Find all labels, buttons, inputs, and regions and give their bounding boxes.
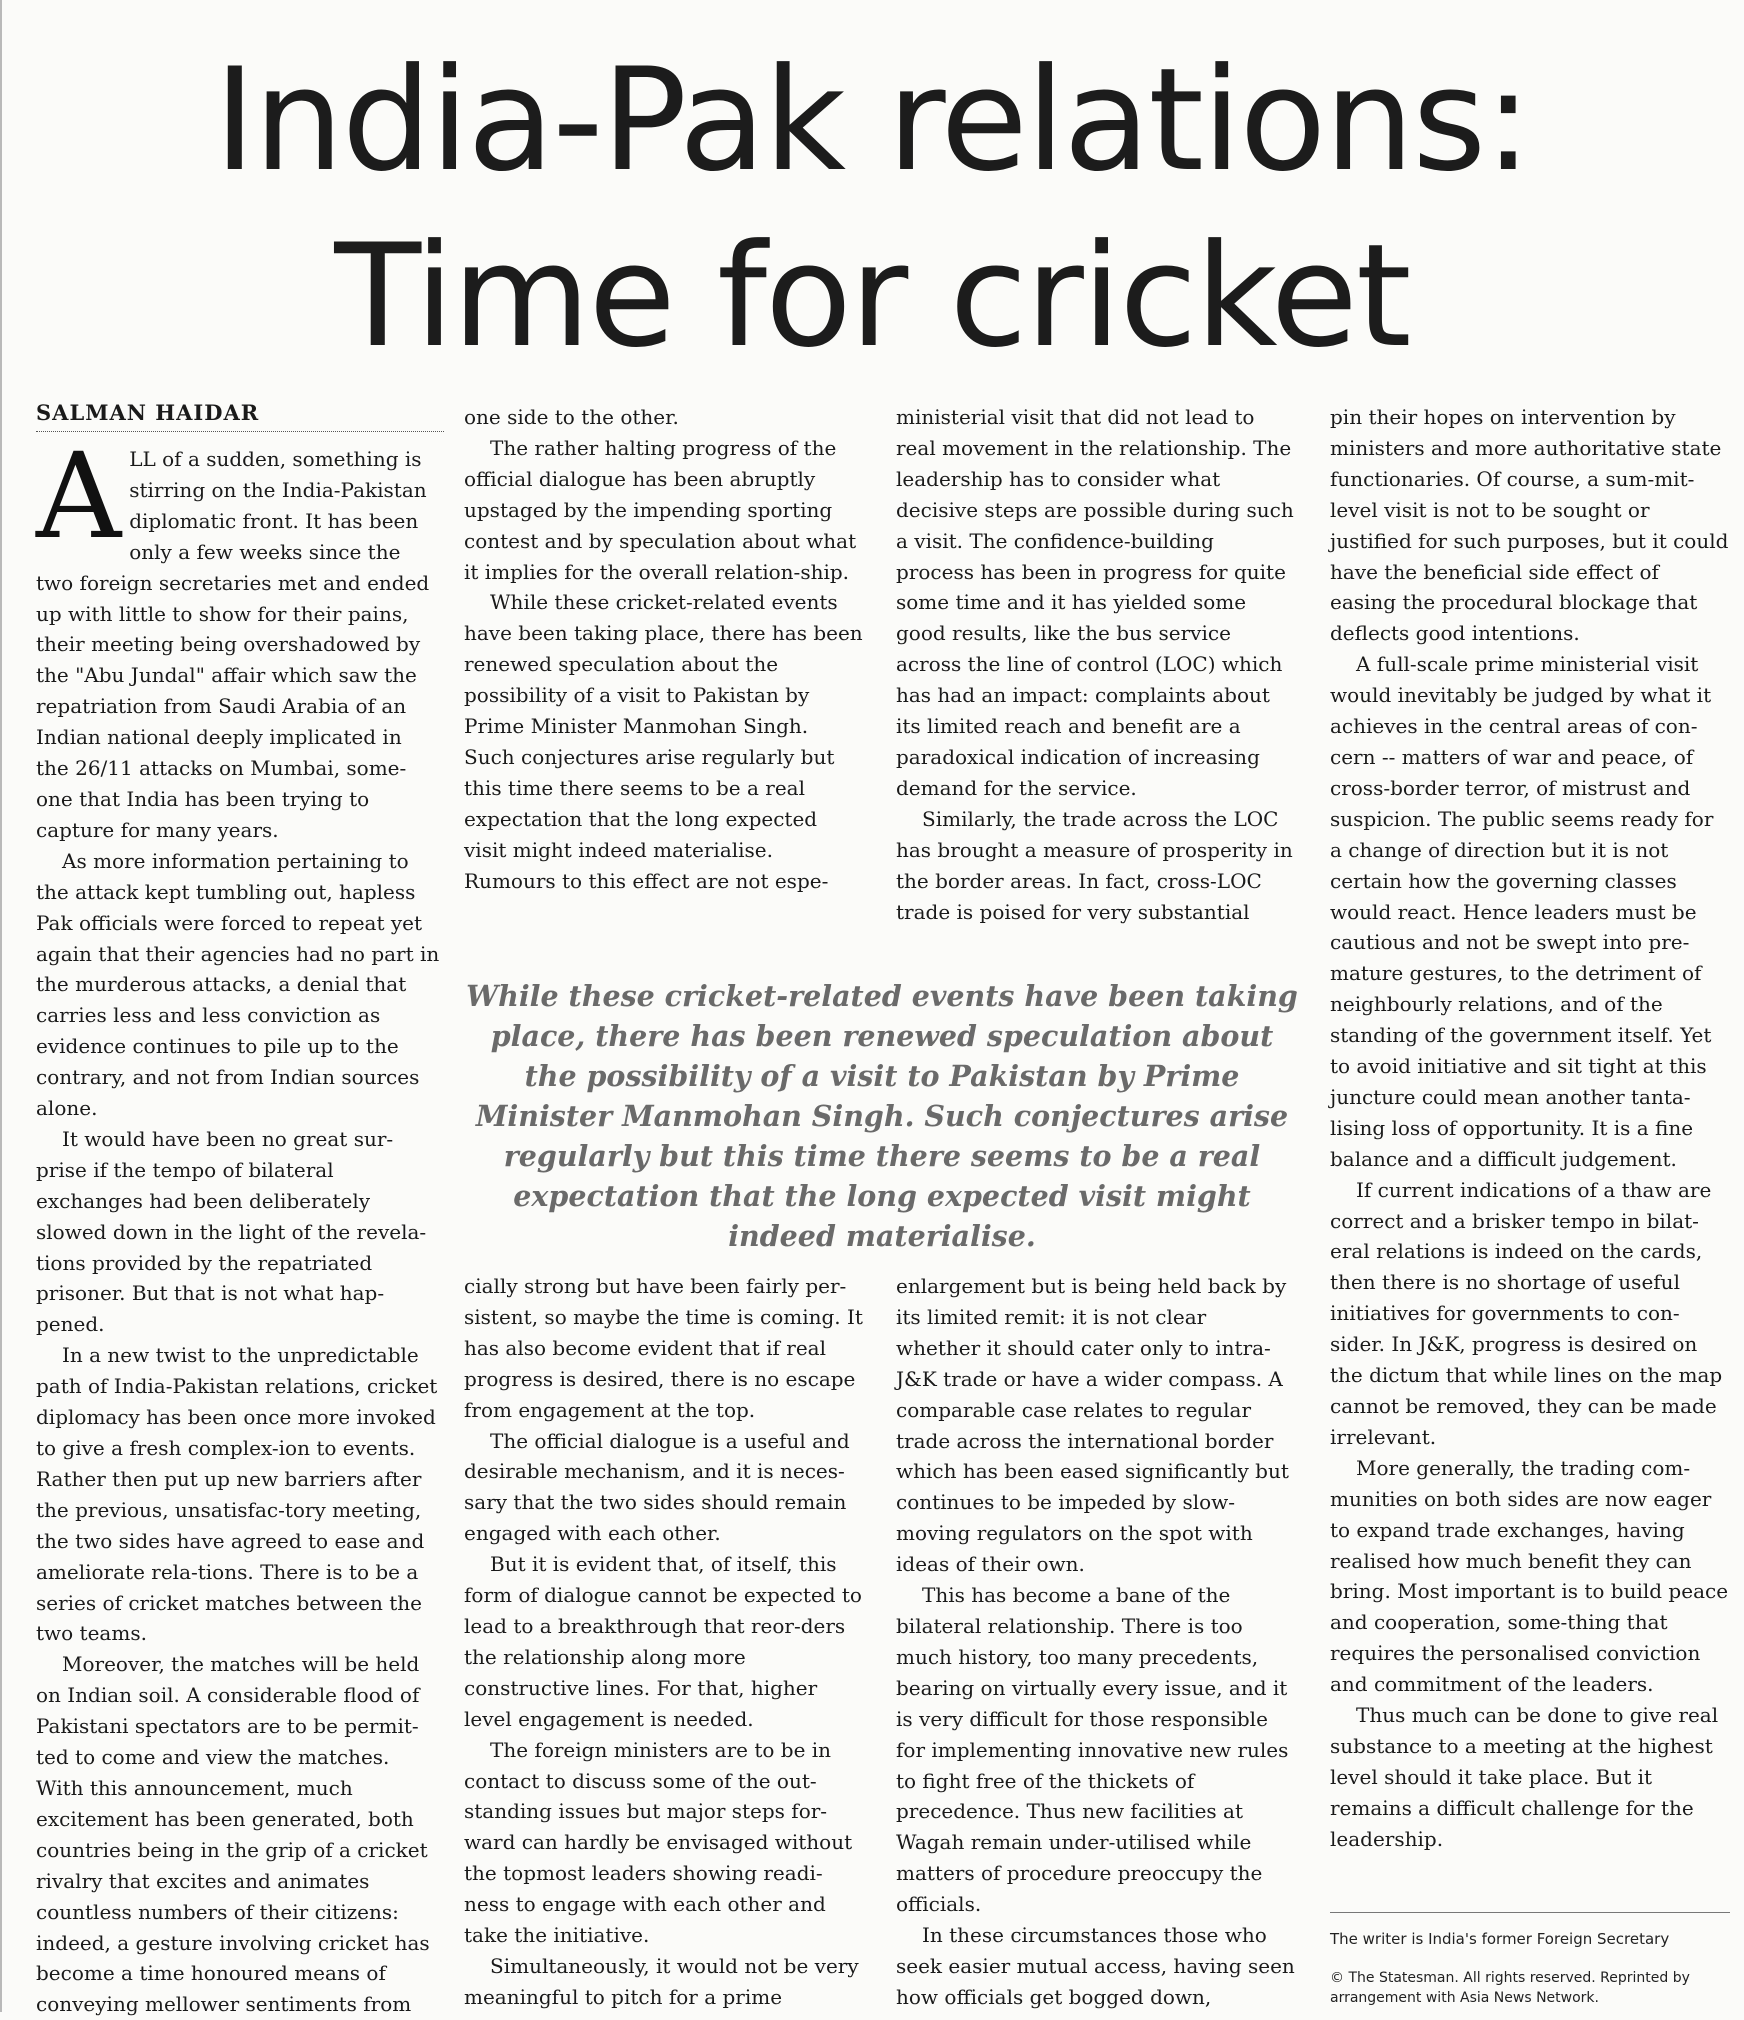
author-note: The writer is India's former Foreign Secretary (1330, 1930, 1670, 1948)
column-3-top (896, 402, 1296, 927)
paragraph: LL of a sudden, something is stirring on the India-Pakistan diplomatic front. It has been only a few weeks since the two foreign secretaries met and ended up with little to show for their pains, their meeting being overshadowed by the "Abu Jundal" affair which saw the repatriation from Saudi Arabia of an Indian national deeply implicated in the 26/11 attacks on Mumbai, some-one that India has been trying to capture for many years. (36, 447, 430, 842)
paragraph: The official dialogue is a useful and desirable mechanism, and it is neces-sary that the two sides should remain engaged with each other. (464, 1428, 850, 1546)
paragraph: As more information pertaining to the attack kept tumbling out, hapless Pak officials were forced to repeat yet again that their agencies had no part in the murderous attacks, a denial that carries less and less conviction as evidence continues to pile up to the contrary, and not from Indian sources alone. (36, 848, 440, 1121)
paragraph: Thus much can be done to give real substance to a meeting at the highest level should it take place. But it remains a difficult challenge for the leadership. (1330, 1703, 1719, 1851)
paragraph: ministerial visit that did not lead to real movement in the relationship. The leadership has to consider what decisive steps are possible during such a visit. The confidence-building process has been in progress for quite some time and it has yielded some good results, like the bus service across the line of control (LOC) which has had an impact: complaints about its limited reach and benefit are a paradoxical indication of increasing demand for the service. (896, 405, 1294, 800)
paragraph: But it is evident that, of itself, this form of dialogue cannot be expected to lead to a breakthrough that reor-ders the relationship along more constructive lines. For that, higher level engagement is needed. (464, 1552, 862, 1731)
byline: SALMAN HAIDAR (36, 400, 444, 432)
paragraph: The foreign ministers are to be in contact to discuss some of the out-standing issues but major steps for-ward can hardly be envisaged without the topmost leaders showing readi-ness to engage with each other and take the initiative. (464, 1737, 853, 1948)
paragraph: enlargement but is being held back by its limited remit: it is not clear whether it should cater only to intra-J&K trade or have a wider compass. A comparable case relates to regular trade across the international border which has been eased significantly but continues to be impeded by slow-moving regulators on the spot with ideas of their own. (896, 1274, 1289, 1577)
column-1 (36, 427, 440, 2020)
paragraph: While these cricket-related events have been taking place, there has been renewed speculation about the possibility of a visit to Pakistan by Prime Minister Manmohan Singh. Such conjectures arise regularly but this time there seems to be a real expectation that the long expected visit might indeed materialise. Rumours to this effect are not espe- (464, 590, 863, 893)
paragraph: It would have been no great sur-prise if the tempo of bilateral exchanges had been deliberately slowed down in the light of the revela-tions provided by the repatriated prisoner. But that is not what hap-pened. (36, 1126, 427, 1337)
paragraph: In these circumstances those who seek easier mutual access, having seen how officials get bogged down, (896, 1923, 1295, 2009)
headline-line-2: Time for cricket (334, 214, 1410, 379)
paragraph: Simultaneously, it would not be very meaningful to pitch for a prime (464, 1953, 859, 2009)
drop-cap: A (36, 427, 122, 565)
column-3-bottom (896, 1271, 1296, 2013)
paragraph: A full-scale prime ministerial visit would inevitably be judged by what it achieves in the central areas of con-cern -- matters of war and peace, of cross-border terror, of mistrust and suspicion. The public seems ready for a change of direction but it is not certain how the governing classes would react. Hence leaders must be cautious and not be swept into pre-mature gestures, to the detriment of neighbourly relations, and of the standing of the government itself. Yet to avoid initiative and sit tight at this juncture could mean another tanta-lising loss of opportunity. It is a fine balance and a difficult judgement. (1330, 652, 1714, 1171)
paragraph: If current indications of a thaw are correct and a brisker tempo in bilat-eral relations is indeed on the cards, then there is no shortage of useful initiatives for governments to con-sider. In J&K, progress is desired on the dictum that while lines on the map cannot be removed, they can be made irrelevant. (1330, 1177, 1723, 1449)
paragraph: This has become a bane of the bilateral relationship. There is too much history, too many precedents, bearing on virtually every issue, and it is very difficult for those responsible for implementing innovative new rules to fight free of the thickets of precedence. Thus new facilities at Wagah remain under-utilised while matters of procedure preoccupy the officials. (896, 1583, 1289, 1917)
column-2-top (464, 402, 864, 897)
paragraph: one side to the other. (464, 405, 679, 429)
paragraph: pin their hopes on intervention by ministers and more authoritative state functionaries. Of course, a sum-mit-level visit is not to be sought or justified for such purposes, but it could have the beneficial side effect of easing the procedural blockage that deflects good intentions. (1330, 405, 1729, 646)
column-4 (1330, 402, 1730, 1855)
copyright-note: © The Statesman. All rights reserved. Reprinted by arrangement with Asia News Network. (1330, 1970, 1690, 2006)
pull-quote: While these cricket-related events have been taking place, there has been renewed speculation about the possibility of a visit to Pakistan by Prime Minister Manmohan Singh. Such conjectures arise regularly but this time there seems to be a real expectation that the long expected visit might indeed materialise. (466, 979, 1298, 1253)
paragraph: Similarly, the trade across the LOC has brought a measure of prosperity in the border areas. In fact, cross-LOC trade is poised for very substantial (896, 806, 1293, 924)
paragraph: In a new twist to the unpredictable path of India-Pakistan relations, cricket diplomacy has been once more invoked to give a fresh complex-ion to events. Rather then put up new barriers after the previous, unsatisfac-tory meeting, the two sides have agreed to ease and ameliorate rela-tions. There is to be a series of cricket matches between the two teams. (36, 1343, 438, 1646)
column-2-bottom (464, 1271, 864, 2013)
paragraph: The rather halting progress of the official dialogue has been abruptly upstaged by the impending sporting contest and by speculation about what it implies for the overall relation-ship. (464, 435, 857, 584)
footnote-rule (1330, 1912, 1730, 1913)
paragraph: cially strong but have been fairly per-sistent, so maybe the time is coming. It has also become evident that if real progress is desired, there is no escape from engagement at the top. (464, 1274, 863, 1422)
paragraph: More generally, the trading com-munities on both sides are now eager to expand trade exchanges, having realised how much benefit they can bring. Most important is to build peace and cooperation, some-thing that requires the personalised conviction and commitment of the leaders. (1330, 1455, 1729, 1697)
paragraph: Moreover, the matches will be held on Indian soil. A considerable flood of Pakistani spectators are to be permit-ted to come and view the matches. With this announcement, much excitement has been generated, both countries being in the grip of a cricket rivalry that excites and animates countless numbers of their citizens: indeed, a gesture involving cricket has become a time honoured means of conveying mellower sentiments from (36, 1652, 430, 2017)
headline-line-1: India-Pak relations: (213, 38, 1531, 203)
